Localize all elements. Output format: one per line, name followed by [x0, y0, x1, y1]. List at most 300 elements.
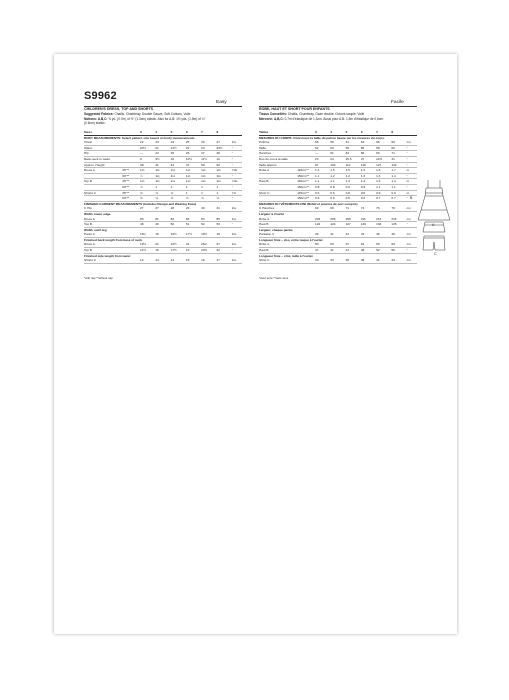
size-cell: 8 — [391, 130, 406, 135]
value-cell: 0.9 — [361, 184, 376, 190]
value-cell: ⅝ — [155, 196, 170, 202]
value-cell: 22½ — [171, 242, 186, 247]
value-cell: 69 — [330, 206, 345, 211]
unit-cell: " — [407, 222, 417, 228]
row-label: Back-neck to waist — [84, 156, 122, 162]
value-cell: 74 — [361, 206, 376, 211]
value-cell: 20½ — [140, 145, 155, 151]
row-label: Haut B — [259, 248, 297, 254]
value-cell: 24 — [186, 242, 201, 247]
value-cell: 79 — [391, 206, 406, 211]
sub-heading: Width, lower edge — [84, 211, 111, 216]
table-row — [84, 258, 242, 263]
value-cell: 112 — [346, 162, 361, 168]
value-cell: 216 — [391, 217, 406, 222]
value-cell: 61 — [346, 140, 361, 145]
unit-cell: Ins. — [232, 258, 242, 263]
value-cell: 23½ — [216, 145, 231, 151]
label-b: B — [410, 196, 413, 200]
value-cell: 0.6 — [346, 196, 361, 202]
value-cell: 213 — [376, 217, 391, 222]
size-cell: 5 — [171, 130, 186, 135]
value-cell: 52 — [201, 222, 216, 228]
value-cell: 0.6 — [315, 190, 330, 196]
value-cell: 61 — [330, 151, 345, 157]
value-cell: 12 — [140, 258, 155, 263]
value-cell: 24 — [155, 151, 170, 157]
size-cell: 6 — [186, 130, 201, 135]
value-cell: 127 — [376, 162, 391, 168]
finished-measurements-heading: MESURES DU VÊTEMENTS FINI (Relief et aisance de port compris) — [259, 201, 417, 206]
value-cell: 1 — [186, 184, 201, 190]
unit-cell: " — [407, 145, 417, 151]
value-cell: 0.9 — [346, 184, 361, 190]
value-cell: 1⅛ — [186, 179, 201, 185]
value-cell: 56 — [391, 248, 406, 254]
unit-cell: " — [232, 222, 242, 228]
value-cell: 27 — [216, 242, 231, 247]
row-label: Chest — [84, 140, 122, 145]
value-cell: 44 — [361, 232, 376, 237]
fabric-width: 45"** — [122, 179, 140, 185]
unit-cell: " — [232, 145, 242, 151]
value-cell: 23 — [315, 156, 330, 162]
value-cell: 26 — [186, 151, 201, 157]
value-cell: 1.5 — [361, 168, 376, 174]
fabric-width: 60"** — [122, 184, 140, 190]
value-cell: 53 — [330, 145, 345, 151]
value-cell: 1.1 — [330, 179, 345, 185]
fabrics-text: Suggested Fabrics: Challis, Chambray, Double Gauze, Soft Cottons, Voile — [84, 112, 191, 116]
row-label: Short C — [259, 190, 297, 196]
value-cell: 19½ — [140, 242, 155, 247]
value-cell: 66 — [361, 151, 376, 157]
value-cell: 1.5 — [346, 168, 361, 174]
value-cell: 16 — [201, 258, 216, 263]
unit-cell: cm — [407, 242, 417, 247]
value-cell: 22 — [186, 145, 201, 151]
value-cell: 41 — [155, 162, 170, 168]
value-cell: 12 — [216, 156, 231, 162]
body-measurements-heading: BODY MEASUREMENTS: Select pattern size based on body measurements — [84, 135, 242, 140]
value-cell: 19 — [216, 232, 231, 237]
size-cell: 3 — [315, 130, 330, 135]
value-cell: 50 — [201, 162, 216, 168]
value-cell: 60 — [391, 145, 406, 151]
value-cell: 97 — [315, 162, 330, 168]
value-cell: 25.5 — [346, 156, 361, 162]
value-cell: 1⅛ — [201, 173, 216, 179]
value-cell: ⅞ — [140, 173, 155, 179]
row-label: Waist — [84, 145, 122, 151]
value-cell: 16 — [155, 248, 170, 254]
row-label: C Hanches — [259, 206, 297, 211]
size-cell: 7 — [376, 130, 391, 135]
value-cell: 1.4 — [391, 179, 406, 185]
row-label: Top B — [84, 222, 122, 228]
value-cell: 58 — [376, 145, 391, 151]
notions-text: Notions: A,B,C: ⅝ yd. (0.7m) of ½" (1.3cm) elastic. Also for A,B: 1⅝ yds. (1.5m) of ¼" — [84, 117, 206, 121]
value-cell: 1 — [155, 184, 170, 190]
difficulty-level: Easy — [216, 100, 227, 105]
unit-cell: Ins. — [232, 242, 242, 247]
value-cell: 1⅛ — [155, 173, 170, 179]
fabric-width: 45"** — [122, 168, 140, 174]
value-cell: ⅝ — [171, 190, 186, 196]
value-cell: 71 — [346, 206, 361, 211]
unit-cell: " — [407, 248, 417, 254]
value-cell: 65 — [376, 242, 391, 247]
fabric-width: 150cm** — [297, 173, 315, 179]
value-cell: 41 — [330, 232, 345, 237]
value-cell: 17½ — [171, 248, 186, 254]
value-cell: 33 — [330, 258, 345, 263]
value-cell: 41 — [376, 258, 391, 263]
value-cell: 47 — [186, 162, 201, 168]
value-cell: 44 — [171, 162, 186, 168]
value-cell: 38 — [361, 258, 376, 263]
value-cell: 49 — [155, 222, 170, 228]
value-cell: 25 — [186, 140, 201, 145]
value-cell: 23 — [201, 145, 216, 151]
value-cell: 0.6 — [330, 196, 345, 202]
value-cell: 48 — [391, 232, 406, 237]
value-cell: 130 — [361, 222, 376, 228]
unit-cell: cm — [407, 140, 417, 145]
value-cell: 27 — [361, 156, 376, 162]
unit-cell: Ins. — [232, 217, 242, 222]
fabric-width: 115cm** — [297, 179, 315, 185]
value-cell: 1⅛ — [186, 173, 201, 179]
value-cell: 52 — [315, 145, 330, 151]
value-cell: 19 — [186, 248, 201, 254]
value-cell: 211 — [361, 217, 376, 222]
fabric-width: 60"** — [122, 196, 140, 202]
value-cell: 27 — [140, 206, 155, 211]
value-cell: 83 — [186, 217, 201, 222]
value-cell: 30 — [315, 258, 330, 263]
value-cell: 1 — [201, 190, 216, 196]
value-cell: 1.1 — [315, 179, 330, 185]
row-label: Top B — [84, 179, 122, 185]
value-cell: 124 — [330, 222, 345, 228]
measurement-table-fr — [259, 130, 417, 264]
value-cell: 31 — [391, 156, 406, 162]
row-label: Pantalon C — [259, 232, 297, 237]
value-cell: 66 — [376, 140, 391, 145]
fabric-width: 115cm** — [297, 168, 315, 174]
value-cell: 20½ — [201, 248, 216, 254]
value-cell: 1.2 — [330, 173, 345, 179]
notions-text-2: (0.6cm) elastic. — [84, 121, 106, 125]
value-cell: 1.1 — [376, 184, 391, 190]
value-cell: 26 — [201, 140, 216, 145]
value-cell: 1.1 — [315, 173, 330, 179]
value-cell: 27 — [216, 140, 231, 145]
unit-cell: cm — [407, 232, 417, 237]
value-cell: 16½ — [171, 232, 186, 237]
value-cell: 1⅛ — [155, 168, 170, 174]
value-cell: 39 — [315, 232, 330, 237]
value-cell: 1.3 — [376, 179, 391, 185]
sizes-label: Sizes — [84, 130, 122, 135]
value-cell: ⅝ — [201, 196, 216, 202]
value-cell: 52 — [216, 162, 231, 168]
value-cell: 13 — [155, 258, 170, 263]
value-cell: ⅝ — [155, 190, 170, 196]
value-cell: 64 — [346, 151, 361, 157]
value-cell: 119 — [361, 162, 376, 168]
value-cell: 132 — [391, 162, 406, 168]
value-cell: 69 — [391, 140, 406, 145]
value-cell: 135 — [391, 222, 406, 228]
value-cell: 76 — [376, 206, 391, 211]
row-label: Approx. Height — [84, 162, 122, 168]
value-cell: 127 — [346, 222, 361, 228]
row-label: C Hip — [84, 206, 122, 211]
unit-cell: " — [232, 196, 242, 202]
value-cell: 1⅛ — [171, 179, 186, 185]
value-cell: 14 — [171, 258, 186, 263]
table-row — [259, 258, 417, 263]
value-cell: 80 — [140, 217, 155, 222]
pattern-envelope-back — [54, 54, 457, 634]
value-cell: 1⅛ — [155, 179, 170, 185]
value-cell: — — [140, 151, 155, 157]
value-cell: 1 — [171, 184, 186, 190]
value-cell: 1⅛ — [140, 168, 155, 174]
value-cell: 18½ — [201, 232, 216, 237]
value-cell: 1.4 — [315, 168, 330, 174]
row-sub — [122, 258, 140, 263]
fabrics-text-fr: Tissus Conseillés: Challis, Chambray, Gaze double, Cotons souple, Voile — [259, 112, 365, 116]
value-cell: 1.1 — [391, 184, 406, 190]
value-cell: 28 — [216, 151, 231, 157]
unit-cell: cm — [407, 217, 417, 222]
unit-cell: m — [407, 190, 417, 196]
value-cell: 56 — [315, 140, 330, 145]
row-label: Short C — [259, 258, 297, 263]
unit-cell: m — [407, 168, 417, 174]
value-cell: 1⅛ — [201, 168, 216, 174]
row-label: Shorts C — [84, 190, 122, 196]
value-cell: 23 — [155, 140, 170, 145]
value-cell: 51 — [186, 222, 201, 228]
value-cell: 206 — [330, 217, 345, 222]
garment-title-fr: ROBE, HAUT ET SHORT POUR ENFANTS — [259, 107, 330, 111]
value-cell: 9 — [140, 156, 155, 162]
label-c: C — [434, 252, 437, 256]
unit-cell: Ins. — [232, 232, 242, 237]
unit-cell: Yd. — [232, 190, 242, 196]
value-cell: 69 — [315, 206, 330, 211]
value-cell: 28 — [171, 206, 186, 211]
sub-heading: Finished back length from base of neck — [84, 237, 143, 242]
row-label: Pants C — [84, 232, 122, 237]
value-cell: 132 — [376, 222, 391, 228]
value-cell: 1.2 — [346, 173, 361, 179]
value-cell: 1⅛ — [216, 173, 231, 179]
size-cell: 7 — [201, 130, 216, 135]
value-cell: 22 — [216, 248, 231, 254]
unit-cell: Ins. — [232, 206, 242, 211]
value-cell: 14½ — [140, 248, 155, 254]
value-cell: 0.6 — [361, 196, 376, 202]
value-cell: 1⅛ — [201, 179, 216, 185]
value-cell: — — [315, 151, 330, 157]
value-cell: 44 — [346, 248, 361, 254]
row-label: Dos du cou à la taille — [259, 156, 297, 162]
row-label: Hanches — [259, 151, 297, 157]
value-cell: 208 — [346, 217, 361, 222]
value-cell: 71 — [391, 151, 406, 157]
value-cell: ⅝ — [140, 190, 155, 196]
value-cell: 21 — [155, 242, 170, 247]
value-cell: 43 — [391, 258, 406, 263]
unit-cell: " — [232, 162, 242, 168]
value-cell: 1⅛ — [216, 179, 231, 185]
value-cell: 1 — [201, 184, 216, 190]
value-cell: ⅝ — [140, 196, 155, 202]
unit-cell: " — [232, 173, 242, 179]
row-label: Dress A — [84, 168, 122, 174]
unit-cell: " — [407, 184, 417, 190]
value-cell: 57 — [346, 242, 361, 247]
value-cell: 55 — [346, 145, 361, 151]
value-cell: 82 — [171, 217, 186, 222]
value-cell: 122 — [315, 222, 330, 228]
sizes-label: Tailles — [259, 130, 297, 135]
fabric-width: 45"** — [122, 190, 140, 196]
sub-heading: Largeur à l'ourlet — [259, 211, 285, 216]
value-cell: 11½ — [201, 156, 216, 162]
value-cell: 53 — [330, 242, 345, 247]
value-cell: 53 — [216, 222, 231, 228]
unit-cell: m — [407, 179, 417, 185]
fabric-width: 60"** — [122, 173, 140, 179]
value-cell: 43 — [346, 232, 361, 237]
value-cell: 84 — [201, 217, 216, 222]
shorts-c-art — [423, 236, 445, 250]
row-label: Robe A — [259, 168, 297, 174]
unit-cell: " — [232, 151, 242, 157]
value-cell: 0.8 — [315, 184, 330, 190]
value-cell: 81 — [155, 217, 170, 222]
unit-cell: " — [407, 162, 417, 168]
value-cell: 0.9 — [376, 190, 391, 196]
unit-cell: " — [407, 196, 417, 202]
value-cell: 27 — [155, 206, 170, 211]
difficulty-level-fr: Facile — [391, 100, 404, 105]
value-cell: 56 — [361, 145, 376, 151]
value-cell: 50 — [315, 242, 330, 247]
value-cell: 22 — [140, 140, 155, 145]
value-cell: 1 — [216, 190, 231, 196]
footnote: *with nap **without nap — [84, 276, 113, 280]
value-cell: 24 — [330, 156, 345, 162]
value-cell: 36 — [346, 258, 361, 263]
value-cell: ⅝ — [216, 196, 231, 202]
row-label: Top B — [84, 248, 122, 254]
value-cell: 1 — [216, 184, 231, 190]
sub-heading: Longueur finie – côté, taille à l'ourlet — [259, 253, 313, 258]
unit-cell: " — [232, 248, 242, 254]
size-cell: 3 — [140, 130, 155, 135]
measurement-table-en — [84, 130, 242, 264]
unit-cell: cm — [407, 206, 417, 211]
sub-heading: Finished side length from waist — [84, 253, 131, 258]
value-cell: 9½ — [155, 156, 170, 162]
value-cell: 21 — [155, 145, 170, 151]
fabric-width: 150cm** — [297, 196, 315, 202]
value-cell: 1⅛ — [171, 168, 186, 174]
value-cell: 52 — [376, 248, 391, 254]
value-cell: 16 — [155, 232, 170, 237]
fabric-width: 115cm** — [297, 190, 315, 196]
size-cell: 5 — [346, 130, 361, 135]
value-cell: 15 — [186, 258, 201, 263]
value-cell: 1.3 — [376, 173, 391, 179]
body-measurements-heading: MESURES DU CORPS: Choisissez la taille du patron basée sur les mesures du corps. — [259, 135, 417, 140]
row-sub — [297, 258, 315, 263]
size-cell: 4 — [155, 130, 170, 135]
value-cell: 21½ — [171, 145, 186, 151]
value-cell: 48 — [361, 248, 376, 254]
notions-text-fr: Mercerie: A,B,C: 0,7m d'élastique de 1,3cm. Aussi pour A,B: 1,5m d'élastique de 0,6cm. — [259, 117, 384, 121]
value-cell: 1.6 — [376, 168, 391, 174]
value-cell: ⅞ — [140, 184, 155, 190]
row-label: Taille — [259, 145, 297, 151]
value-cell: 1⅛ — [140, 179, 155, 185]
value-cell: 29.5 — [376, 156, 391, 162]
value-cell: 1⅛ — [171, 173, 186, 179]
unit-cell: " — [232, 156, 242, 162]
value-cell: 29 — [186, 206, 201, 211]
value-cell: ⅝ — [186, 196, 201, 202]
value-cell: 1.3 — [361, 179, 376, 185]
garment-title: CHILDREN'S DRESS, TOP AND SHORTS — [84, 107, 154, 111]
value-cell: 1.7 — [391, 168, 406, 174]
pattern-number: S9962 — [84, 90, 117, 102]
value-cell: 0.7 — [391, 196, 406, 202]
unit-cell: Ins. — [232, 140, 242, 145]
value-cell: 1.5 — [330, 168, 345, 174]
value-cell: 27 — [201, 151, 216, 157]
value-cell: 104 — [330, 162, 345, 168]
value-cell: 0.8 — [330, 184, 345, 190]
unit-cell: Yds. — [232, 168, 242, 174]
row-label: Haut B — [259, 179, 297, 185]
dress-a-art — [418, 180, 450, 220]
value-cell: 0.8 — [346, 190, 361, 196]
unit-cell: Yds. — [232, 179, 242, 185]
value-cell: 0.6 — [330, 190, 345, 196]
row-label: Hip — [84, 151, 122, 157]
value-cell: 1 — [186, 190, 201, 196]
value-cell: 25¼ — [201, 242, 216, 247]
value-cell: ⅝ — [171, 196, 186, 202]
value-cell: 10 — [171, 156, 186, 162]
value-cell: 1.3 — [346, 179, 361, 185]
size-cell: 4 — [330, 130, 345, 135]
row-label: Poitrine — [259, 140, 297, 145]
row-label: Haut B — [259, 222, 297, 228]
sub-heading: Width, each leg — [84, 227, 107, 232]
label-a: A — [432, 223, 435, 227]
value-cell: 203 — [315, 217, 330, 222]
row-label: Dress A — [84, 217, 122, 222]
value-cell: 17½ — [186, 232, 201, 237]
